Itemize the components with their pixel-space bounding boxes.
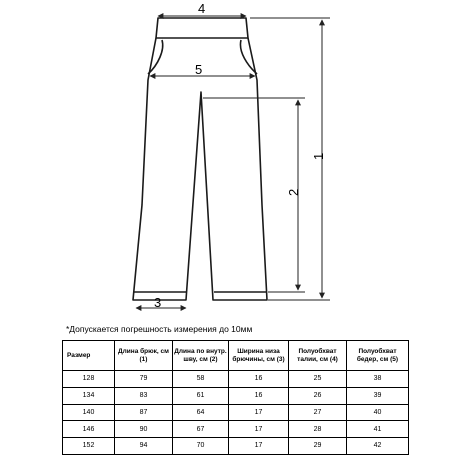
table-cell: 42 xyxy=(347,438,409,455)
dim-label-4: 4 xyxy=(198,1,206,16)
dimension-lines xyxy=(136,16,330,308)
header-half-waist: Полуобхват талии, см (4) xyxy=(289,341,347,371)
table-cell: 61 xyxy=(173,387,229,404)
table-cell: 152 xyxy=(63,438,115,455)
table-cell: 39 xyxy=(347,387,409,404)
pants-body xyxy=(133,38,267,300)
table-header-row xyxy=(63,341,409,371)
table-cell: 17 xyxy=(229,421,289,438)
header-pants-length: Длина брюк, см (1) xyxy=(115,341,173,371)
table-row xyxy=(63,421,409,438)
measurement-note: *Допускается погрешность измерения до 10мм xyxy=(66,324,253,334)
table-cell: 25 xyxy=(289,371,347,388)
dim-label-5: 5 xyxy=(195,62,203,77)
table-cell: 87 xyxy=(115,404,173,421)
dim-label-1: 1 xyxy=(311,152,326,160)
pants-outline xyxy=(133,18,267,300)
table-cell: 128 xyxy=(63,371,115,388)
table-row xyxy=(63,404,409,421)
header-size: Размер xyxy=(63,341,115,371)
size-table xyxy=(62,340,409,455)
table-cell: 40 xyxy=(347,404,409,421)
header-hem-width: Ширина низа брючины, см (3) xyxy=(229,341,289,371)
waistband xyxy=(156,18,248,38)
header-half-hip: Полуобхват бедер, см (5) xyxy=(347,341,409,371)
table-cell: 27 xyxy=(289,404,347,421)
table-cell: 17 xyxy=(229,404,289,421)
table-cell: 58 xyxy=(173,371,229,388)
table-cell: 83 xyxy=(115,387,173,404)
dim-label-3: 3 xyxy=(154,295,162,310)
table-cell: 70 xyxy=(173,438,229,455)
table-row xyxy=(63,387,409,404)
header-inseam: Длина по внутр. шву, см (2) xyxy=(173,341,229,371)
table-cell: 90 xyxy=(115,421,173,438)
table-cell: 16 xyxy=(229,387,289,404)
table-cell: 38 xyxy=(347,371,409,388)
table-cell: 79 xyxy=(115,371,173,388)
table-cell: 29 xyxy=(289,438,347,455)
table-cell: 140 xyxy=(63,404,115,421)
table-row xyxy=(63,371,409,388)
table-cell: 67 xyxy=(173,421,229,438)
table-cell: 26 xyxy=(289,387,347,404)
table-cell: 64 xyxy=(173,404,229,421)
table-cell: 17 xyxy=(229,438,289,455)
table-cell: 134 xyxy=(63,387,115,404)
table-cell: 16 xyxy=(229,371,289,388)
table-cell: 28 xyxy=(289,421,347,438)
table-cell: 146 xyxy=(63,421,115,438)
table-cell: 41 xyxy=(347,421,409,438)
table-row xyxy=(63,438,409,455)
table-cell: 94 xyxy=(115,438,173,455)
dim-label-2: 2 xyxy=(286,188,301,196)
